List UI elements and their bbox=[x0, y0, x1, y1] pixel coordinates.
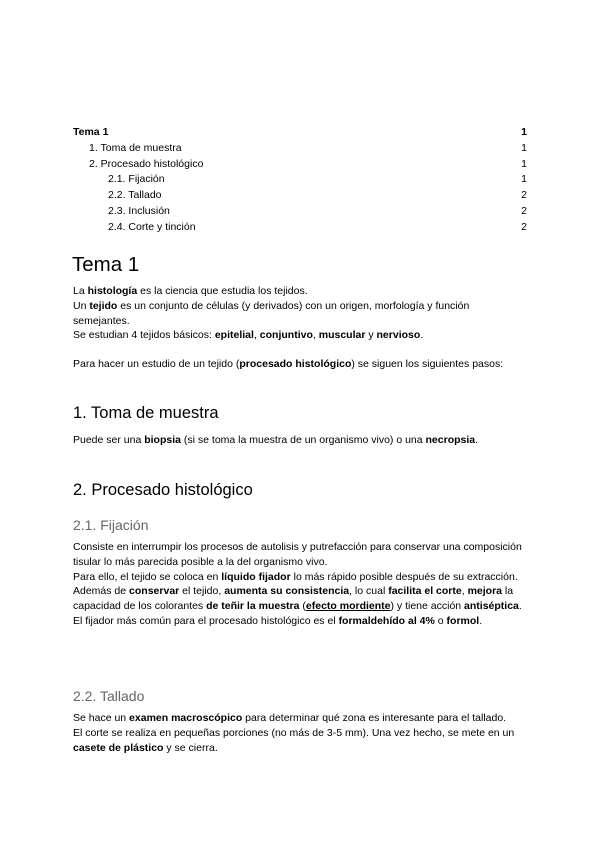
paragraph bbox=[73, 584, 528, 614]
text: ) se siguen los siguientes pasos: bbox=[351, 358, 504, 370]
toc-entry-label: Tema 1 bbox=[73, 126, 109, 138]
bold-term: nervioso bbox=[376, 329, 421, 342]
bold-term: tejido bbox=[89, 299, 118, 312]
toc-entry-page: 1 bbox=[521, 157, 527, 170]
text: Además de bbox=[73, 585, 130, 598]
section-tallado bbox=[73, 711, 528, 755]
paragraph bbox=[73, 433, 528, 448]
text: ) y tiene acción bbox=[390, 600, 465, 613]
text: . bbox=[518, 600, 522, 613]
text: la capacidad de los colorantes bbox=[73, 585, 514, 613]
bold-term: examen macroscópico bbox=[129, 712, 243, 724]
heading-fijacion: 2.1. Fijación bbox=[73, 517, 149, 533]
paragraph bbox=[73, 299, 528, 329]
bold-term: procesado histológico bbox=[239, 358, 352, 370]
bold-term: conjuntivo bbox=[259, 329, 313, 342]
paragraph bbox=[73, 614, 528, 629]
toc-entry-label: 2.2. Tallado bbox=[108, 189, 162, 202]
text: ( bbox=[299, 600, 306, 613]
underlined-term: efecto mordiente bbox=[305, 600, 391, 613]
text: es la ciencia que estudia los tejidos. bbox=[137, 285, 308, 297]
toc-entry[interactable] bbox=[73, 204, 527, 220]
text: y se cierra. bbox=[163, 741, 218, 754]
bold-term: conservar bbox=[129, 585, 180, 598]
toc-entry-label: 2. Procesado histológico bbox=[89, 157, 204, 170]
text: Para hacer un estudio de un tejido ( bbox=[73, 358, 240, 370]
heading-tema-1: Tema 1 bbox=[72, 253, 140, 276]
toc-entry-page: 2 bbox=[521, 189, 527, 202]
text: o bbox=[434, 614, 447, 627]
text: El corte se realiza en pequeñas porciones (no más de 3-5 mm). Una vez hecho, se mete en un bbox=[73, 726, 515, 739]
toc-entry-page: 2 bbox=[521, 204, 527, 217]
text: , bbox=[253, 329, 260, 342]
text: La bbox=[73, 285, 88, 297]
toc-entry[interactable] bbox=[73, 172, 527, 188]
text: y bbox=[365, 329, 377, 342]
paragraph bbox=[73, 711, 528, 726]
paragraph bbox=[73, 570, 528, 585]
heading-tallado: 2.2. Tallado bbox=[73, 688, 145, 704]
section-tema-intro bbox=[73, 284, 528, 343]
toc-entry[interactable] bbox=[73, 157, 527, 173]
text: , lo cual bbox=[349, 585, 389, 598]
text: es un conjunto de células (y derivados) con un origen, morfología y función semejantes. bbox=[73, 299, 470, 327]
toc-entry-label: 1. Toma de muestra bbox=[89, 141, 182, 154]
section-fijacion bbox=[73, 540, 528, 629]
text: . bbox=[479, 614, 483, 627]
heading-procesado-histologico: 2. Procesado histológico bbox=[73, 481, 253, 499]
bold-term: aumenta su consistencia bbox=[224, 585, 350, 598]
section-tema-steps bbox=[73, 357, 528, 372]
toc-entry[interactable] bbox=[73, 220, 527, 236]
bold-term: líquido fijador bbox=[221, 570, 291, 583]
toc-entry[interactable] bbox=[73, 125, 527, 141]
text: Se estudian 4 tejidos básicos: bbox=[73, 329, 215, 342]
toc-entry-page: 1 bbox=[521, 126, 527, 138]
toc-entry-label: 2.4. Corte y tinción bbox=[108, 220, 196, 233]
bold-term: histología bbox=[87, 285, 138, 297]
bold-term: biopsia bbox=[144, 434, 181, 446]
paragraph bbox=[73, 284, 528, 299]
text: Se hace un bbox=[73, 712, 130, 724]
toc-entry-page: 2 bbox=[521, 220, 527, 233]
bold-term: de teñir la muestra bbox=[206, 600, 300, 613]
toc-entry[interactable] bbox=[73, 188, 527, 204]
toc-entry-page: 1 bbox=[521, 141, 527, 154]
bold-term: formol bbox=[446, 614, 480, 627]
text: , bbox=[461, 585, 468, 598]
text: (si se toma la muestra de un organismo vivo) o una bbox=[180, 434, 426, 446]
paragraph bbox=[73, 726, 528, 756]
bold-term: antiséptica bbox=[464, 600, 519, 613]
text: lo más rápido posible después de su extracción. bbox=[290, 570, 518, 583]
paragraph bbox=[73, 328, 528, 343]
bold-term: muscular bbox=[318, 329, 366, 342]
section-toma-de-muestra bbox=[73, 433, 528, 448]
text: . bbox=[420, 329, 424, 342]
toc-entry-page: 1 bbox=[521, 173, 527, 186]
table-of-contents bbox=[73, 125, 527, 236]
paragraph: Consiste en interrumpir los procesos de autolisis y putrefacción para conservar una composición tisular lo más parecida posible a la del organismo vivo. bbox=[73, 541, 522, 568]
toc-entry-label: 2.3. Inclusión bbox=[108, 204, 170, 217]
bold-term: casete de plástico bbox=[73, 741, 164, 754]
text: Para ello, el tejido se coloca en bbox=[73, 570, 222, 583]
toc-entry[interactable] bbox=[73, 141, 527, 157]
text: Puede ser una bbox=[73, 434, 145, 446]
text: . bbox=[475, 434, 479, 446]
paragraph bbox=[73, 357, 528, 372]
bold-term: facilita el corte bbox=[388, 585, 462, 598]
text: para determinar qué zona es interesante para el tallado. bbox=[242, 712, 507, 724]
heading-toma-de-muestra: 1. Toma de muestra bbox=[73, 404, 219, 422]
bold-term: necropsia bbox=[425, 434, 476, 446]
bold-term: formaldehído al 4% bbox=[338, 614, 435, 627]
text: , bbox=[312, 329, 319, 342]
text: El fijador más común para el procesado histológico es el bbox=[73, 614, 339, 627]
toc-entry-label: 2.1. Fijación bbox=[108, 173, 165, 186]
bold-term: mejora bbox=[467, 585, 503, 598]
bold-term: epitelial bbox=[214, 329, 254, 342]
text: el tejido, bbox=[179, 585, 225, 598]
text: Un bbox=[73, 299, 90, 312]
